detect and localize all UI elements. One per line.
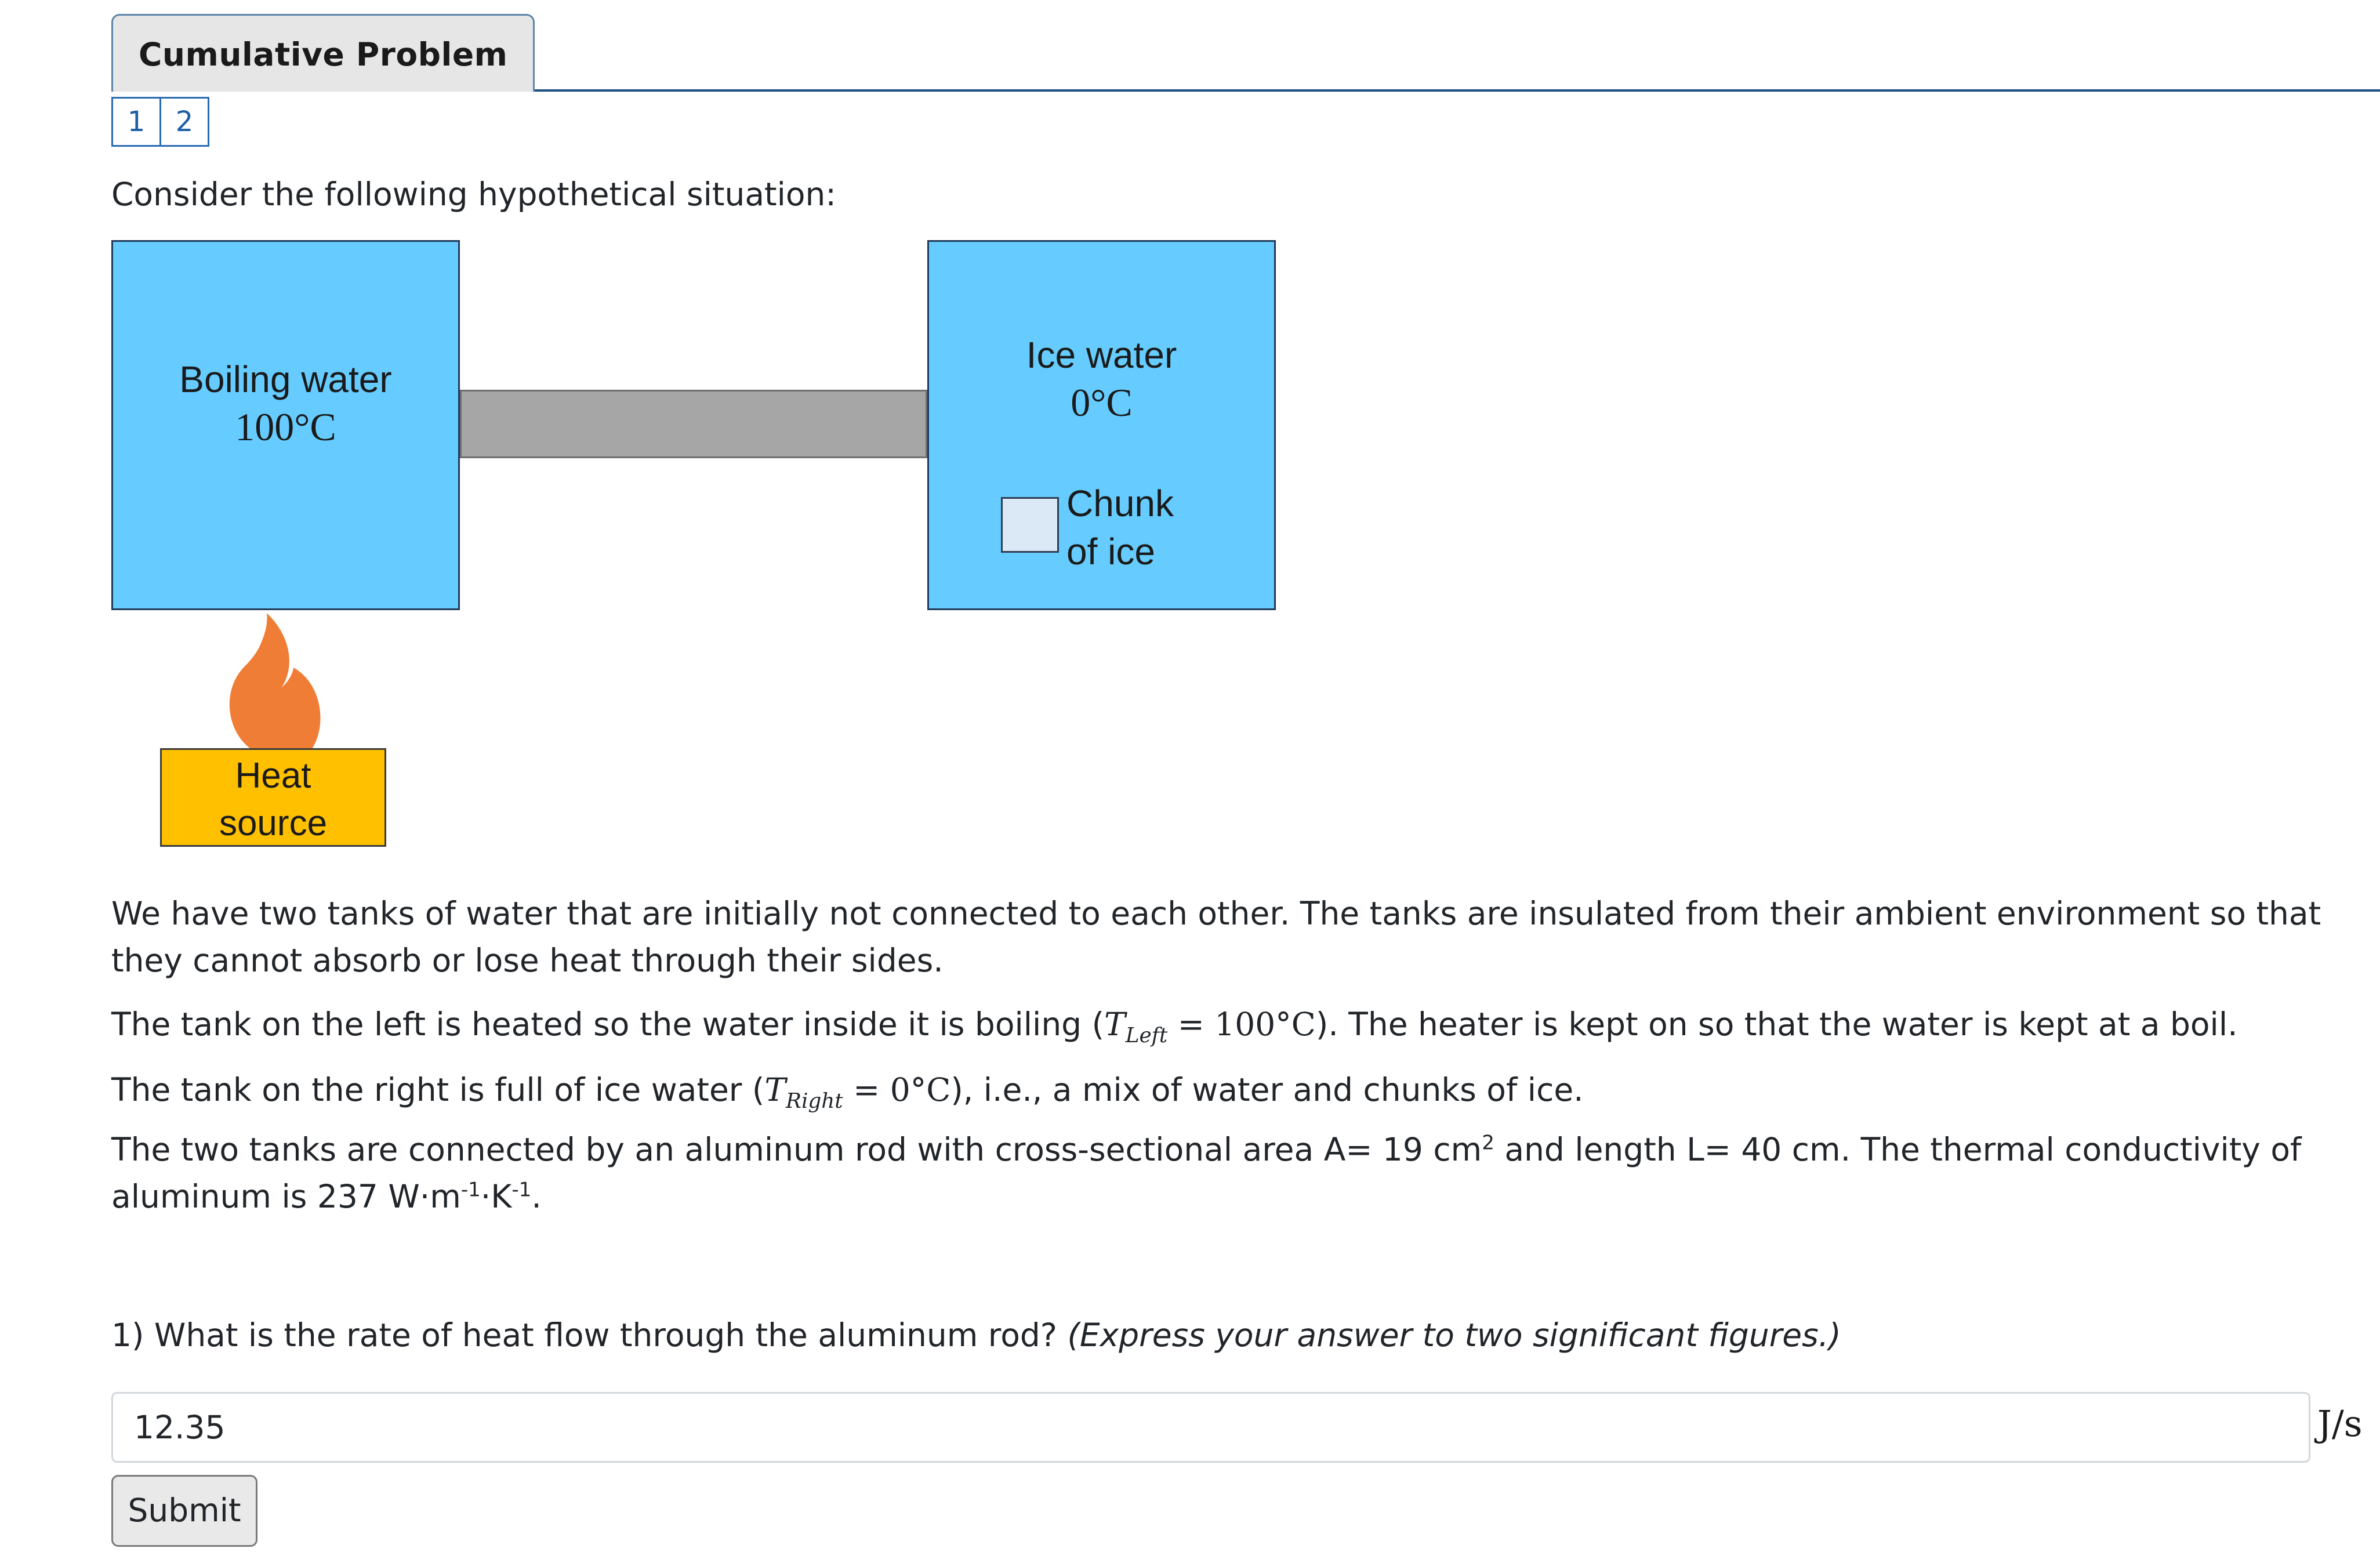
heat-source xyxy=(160,748,386,847)
ice-label xyxy=(1066,480,1174,576)
p4-sup-m: -1 xyxy=(460,1178,481,1202)
p4-sup-k: -1 xyxy=(511,1178,532,1202)
tank-right-label: Ice water xyxy=(1026,334,1177,376)
tab-title: Cumulative Problem xyxy=(139,36,508,73)
tank-left-temp: 100°C xyxy=(235,405,336,449)
pager xyxy=(111,97,209,147)
t-left-math xyxy=(1104,1006,1316,1047)
answer-input[interactable] xyxy=(111,1392,2310,1463)
tab-cumulative-problem[interactable] xyxy=(111,14,535,92)
tank-left xyxy=(111,240,460,610)
t-right-math xyxy=(764,1071,951,1113)
page-button-1[interactable]: 1 xyxy=(111,97,161,147)
page-button-2[interactable]: 2 xyxy=(159,97,209,147)
paragraph-rod xyxy=(111,1126,2357,1220)
p4-a: The two tanks are connected by an aluminum rod with cross-sectional area A= 19 cm xyxy=(111,1131,1482,1168)
heat-label-line2: source xyxy=(219,803,328,843)
paragraph-left-tank xyxy=(111,1001,2357,1059)
paragraph-tanks: We have two tanks of water that are initially not connected to each other. The tanks are insulated from their ambient environment so that they cannot absorb or lose heat through their sides. xyxy=(111,895,2321,979)
tank-right xyxy=(927,240,1276,610)
aluminum-rod xyxy=(460,390,927,458)
tank-left-label: Boiling water xyxy=(179,358,392,400)
t-right-symbol: T xyxy=(764,1071,786,1108)
paragraph-right-tank xyxy=(111,1067,2357,1125)
p4-d: . xyxy=(531,1178,542,1215)
question-1 xyxy=(111,1312,1841,1359)
ice-label-line1: Chunk xyxy=(1066,483,1174,524)
tab-underline xyxy=(535,89,2380,92)
p4-c: ·K xyxy=(480,1178,512,1215)
tank-right-temp: 0°C xyxy=(1071,380,1133,425)
p4-sup-area: 2 xyxy=(1482,1131,1494,1155)
t-left-symbol: T xyxy=(1104,1006,1126,1043)
t-right-eq: = 0°C xyxy=(843,1071,951,1108)
t-right-sub: Right xyxy=(786,1089,843,1113)
question-text: 1) What is the rate of heat flow through the aluminum rod? xyxy=(111,1317,1068,1354)
p3-after: ), i.e., a mix of water and chunks of ice. xyxy=(950,1071,1584,1108)
p2-before: The tank on the left is heated so the water inside it is boiling ( xyxy=(111,1006,1105,1043)
intro-text: Consider the following hypothetical situation: xyxy=(111,176,836,213)
ice-chunk xyxy=(1001,497,1059,553)
answer-unit: J/s xyxy=(2317,1402,2363,1445)
t-left-eq: = 100°C xyxy=(1167,1006,1316,1043)
p3-before: The tank on the right is full of ice water ( xyxy=(111,1071,765,1108)
p4-b: and length L= 40 cm. The thermal conductivity of aluminum is 237 W·m xyxy=(111,1131,2302,1215)
heat-label-line1: Heat xyxy=(235,756,311,796)
question-hint: (Express your answer to two significant figures.) xyxy=(1067,1317,1841,1354)
p2-after: ). The heater is kept on so that the water is kept at a boil. xyxy=(1315,1006,2238,1043)
t-left-sub: Left xyxy=(1125,1024,1168,1047)
submit-button[interactable]: Submit xyxy=(111,1475,257,1547)
ice-label-line2: of ice xyxy=(1066,531,1155,572)
flame-icon xyxy=(225,612,329,751)
